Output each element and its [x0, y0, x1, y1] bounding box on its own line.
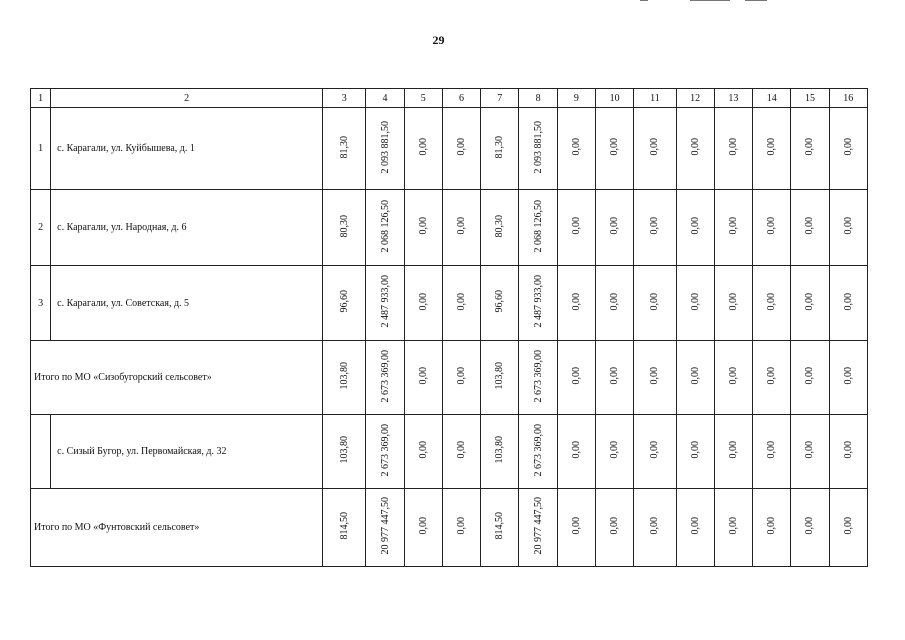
value-text: 0,00: [649, 217, 661, 235]
value-text: 0,00: [570, 138, 582, 156]
column-header: 13: [714, 89, 752, 108]
value-cell: [557, 108, 595, 190]
total-label: Итого по МО «Сизобугорский сельсовет»: [31, 341, 323, 415]
value-cell: [753, 489, 791, 567]
value-text: 0,00: [689, 138, 701, 156]
value-text: 0,00: [417, 441, 429, 459]
value-cell: [323, 489, 366, 567]
value-text: 0,00: [649, 441, 661, 459]
column-header: 10: [595, 89, 633, 108]
value-text: 0,00: [609, 517, 621, 535]
value-cell: [442, 266, 480, 341]
value-cell: [595, 415, 633, 489]
scan-edge-mark: [745, 0, 767, 1]
value-cell: [676, 341, 714, 415]
address-cell: с. Карагали, ул. Советская, д. 5: [51, 266, 323, 341]
value-text: 0,00: [417, 292, 429, 311]
value-cell: [557, 341, 595, 415]
value-text: 2 068 126,50: [532, 199, 544, 253]
value-text: 0,00: [842, 367, 854, 385]
table-row: [31, 190, 868, 266]
value-cell: [714, 341, 752, 415]
table-total-row: [31, 489, 868, 567]
value-text: 0,00: [689, 292, 701, 311]
value-text: 0,00: [456, 138, 468, 156]
value-cell: [323, 415, 366, 489]
value-text: 2 487 933,00: [379, 275, 391, 328]
table-body: [31, 89, 868, 567]
value-text: 0,00: [689, 517, 701, 535]
value-cell: [481, 415, 519, 489]
value-text: 0,00: [727, 367, 739, 385]
value-cell: [634, 415, 676, 489]
value-text: 0,00: [727, 441, 739, 459]
value-text: 80,30: [494, 214, 506, 238]
row-number: 1: [31, 108, 51, 190]
value-cell: [676, 415, 714, 489]
value-text: 0,00: [456, 292, 468, 311]
value-cell: [595, 489, 633, 567]
address-cell: с. Карагали, ул. Народная, д. 6: [51, 190, 323, 266]
value-text: 2 068 126,50: [379, 199, 391, 253]
value-text: 0,00: [417, 517, 429, 535]
value-cell: [595, 341, 633, 415]
value-cell: [442, 341, 480, 415]
value-text: 0,00: [727, 138, 739, 156]
value-text: 20 977 447,50: [379, 497, 391, 555]
value-text: 0,00: [570, 367, 582, 385]
value-text: 0,00: [570, 217, 582, 235]
value-cell: [442, 489, 480, 567]
value-cell: [519, 341, 557, 415]
column-header: 6: [442, 89, 480, 108]
column-header: 8: [519, 89, 557, 108]
column-header: 2: [51, 89, 323, 108]
value-cell: [557, 415, 595, 489]
value-text: 2 093 881,50: [379, 120, 391, 174]
value-cell: [753, 266, 791, 341]
page-number: 29: [432, 33, 445, 47]
value-cell: [442, 415, 480, 489]
value-text: 96,60: [338, 290, 350, 313]
column-header: 9: [557, 89, 595, 108]
value-cell: [595, 190, 633, 266]
value-cell: [634, 489, 676, 567]
value-cell: [714, 190, 752, 266]
address-cell: с. Сизый Бугор, ул. Первомайская, д. 32: [51, 415, 323, 489]
value-cell: [519, 489, 557, 567]
value-text: 0,00: [609, 138, 621, 156]
value-text: 0,00: [609, 367, 621, 385]
value-text: 0,00: [842, 138, 854, 156]
value-text: 0,00: [570, 292, 582, 311]
value-text: 0,00: [804, 441, 816, 459]
value-text: 81,30: [338, 135, 350, 159]
value-text: 0,00: [456, 517, 468, 535]
value-text: 0,00: [417, 217, 429, 235]
address-cell: с. Карагали, ул. Куйбышева, д. 1: [51, 108, 323, 190]
value-text: 0,00: [727, 292, 739, 311]
value-text: 81,30: [494, 135, 506, 159]
value-cell: [791, 108, 829, 190]
value-cell: [366, 266, 404, 341]
value-cell: [791, 489, 829, 567]
value-text: 0,00: [804, 292, 816, 311]
value-text: 2 673 369,00: [379, 423, 391, 477]
value-cell: [366, 415, 404, 489]
value-cell: [595, 266, 633, 341]
value-text: 0,00: [609, 217, 621, 235]
value-text: 0,00: [766, 517, 778, 535]
value-text: 0,00: [766, 138, 778, 156]
row-number: 3: [31, 266, 51, 341]
value-cell: [442, 108, 480, 190]
value-cell: [829, 190, 867, 266]
value-cell: [676, 489, 714, 567]
value-text: 0,00: [609, 441, 621, 459]
value-text: 0,00: [456, 367, 468, 385]
value-cell: [404, 190, 442, 266]
column-header: 7: [481, 89, 519, 108]
value-cell: [753, 108, 791, 190]
value-text: 0,00: [417, 367, 429, 385]
value-text: 2 487 933,00: [532, 275, 544, 328]
value-text: 0,00: [689, 367, 701, 385]
value-cell: [323, 341, 366, 415]
column-header: 15: [791, 89, 829, 108]
value-cell: [519, 190, 557, 266]
value-text: 0,00: [727, 217, 739, 235]
column-header: 1: [31, 89, 51, 108]
value-cell: [519, 266, 557, 341]
value-cell: [323, 190, 366, 266]
data-table: [30, 88, 868, 567]
column-header: 12: [676, 89, 714, 108]
value-text: 814,50: [494, 512, 506, 540]
value-text: 0,00: [456, 217, 468, 235]
value-text: 0,00: [649, 367, 661, 385]
value-cell: [829, 266, 867, 341]
value-text: 0,00: [766, 217, 778, 235]
value-cell: [829, 341, 867, 415]
value-cell: [829, 415, 867, 489]
value-cell: [634, 266, 676, 341]
value-text: 2 673 369,00: [532, 349, 544, 403]
value-text: 2 093 881,50: [532, 120, 544, 174]
value-text: 103,80: [494, 436, 506, 464]
column-header: 4: [366, 89, 404, 108]
value-text: 0,00: [804, 138, 816, 156]
value-cell: [481, 266, 519, 341]
value-cell: [557, 190, 595, 266]
value-cell: [714, 266, 752, 341]
value-text: 0,00: [649, 292, 661, 311]
value-cell: [366, 108, 404, 190]
value-cell: [791, 341, 829, 415]
table-total-row: [31, 341, 868, 415]
value-cell: [404, 489, 442, 567]
value-text: 103,80: [338, 436, 350, 464]
value-cell: [634, 341, 676, 415]
value-cell: [676, 266, 714, 341]
table-row: [31, 266, 868, 341]
value-text: 0,00: [842, 517, 854, 535]
value-text: 0,00: [804, 367, 816, 385]
value-cell: [676, 108, 714, 190]
value-cell: [404, 341, 442, 415]
value-cell: [634, 190, 676, 266]
value-cell: [791, 190, 829, 266]
value-cell: [481, 489, 519, 567]
row-number: [31, 415, 51, 489]
total-label: Итого по МО «Фунтовский сельсовет»: [31, 489, 323, 567]
value-text: 0,00: [570, 441, 582, 459]
value-cell: [753, 341, 791, 415]
value-text: 0,00: [689, 441, 701, 459]
value-text: 103,80: [338, 362, 350, 390]
value-cell: [366, 489, 404, 567]
value-text: 20 977 447,50: [532, 497, 544, 555]
value-cell: [829, 108, 867, 190]
value-text: 96,60: [494, 290, 506, 313]
value-cell: [829, 489, 867, 567]
value-text: 2 673 369,00: [532, 423, 544, 477]
value-text: 0,00: [456, 441, 468, 459]
value-text: 0,00: [609, 292, 621, 311]
scan-edge-mark: [690, 0, 730, 1]
value-cell: [366, 190, 404, 266]
value-text: 0,00: [649, 138, 661, 156]
table-row: [31, 415, 868, 489]
value-text: 0,00: [842, 217, 854, 235]
value-cell: [404, 266, 442, 341]
table-row: [31, 108, 868, 190]
column-header: 11: [634, 89, 676, 108]
value-text: 0,00: [570, 517, 582, 535]
value-cell: [714, 489, 752, 567]
value-text: 80,30: [338, 214, 350, 238]
value-cell: [366, 341, 404, 415]
value-cell: [791, 266, 829, 341]
value-cell: [634, 108, 676, 190]
value-cell: [442, 190, 480, 266]
value-text: 0,00: [842, 292, 854, 311]
value-cell: [519, 415, 557, 489]
value-text: 0,00: [804, 217, 816, 235]
value-cell: [323, 266, 366, 341]
value-cell: [753, 190, 791, 266]
column-header: 3: [323, 89, 366, 108]
value-cell: [676, 190, 714, 266]
value-text: 103,80: [494, 362, 506, 390]
scan-edge-mark: [640, 0, 648, 1]
value-cell: [714, 415, 752, 489]
value-text: 0,00: [766, 441, 778, 459]
column-header: 14: [753, 89, 791, 108]
value-cell: [557, 266, 595, 341]
value-cell: [481, 108, 519, 190]
value-cell: [481, 190, 519, 266]
column-header: 5: [404, 89, 442, 108]
value-text: 0,00: [804, 517, 816, 535]
value-cell: [519, 108, 557, 190]
value-text: 0,00: [689, 217, 701, 235]
value-cell: [323, 108, 366, 190]
value-text: 0,00: [766, 292, 778, 311]
value-cell: [557, 489, 595, 567]
value-cell: [595, 108, 633, 190]
value-cell: [791, 415, 829, 489]
value-text: 814,50: [338, 512, 350, 540]
value-text: 0,00: [649, 517, 661, 535]
value-cell: [753, 415, 791, 489]
value-text: 0,00: [727, 517, 739, 535]
value-text: 0,00: [842, 441, 854, 459]
value-text: 2 673 369,00: [379, 349, 391, 403]
value-cell: [404, 108, 442, 190]
table-header-row: [31, 89, 868, 108]
value-cell: [404, 415, 442, 489]
row-number: 2: [31, 190, 51, 266]
value-cell: [714, 108, 752, 190]
value-text: 0,00: [417, 138, 429, 156]
value-text: 0,00: [766, 367, 778, 385]
column-header: 16: [829, 89, 867, 108]
value-cell: [481, 341, 519, 415]
